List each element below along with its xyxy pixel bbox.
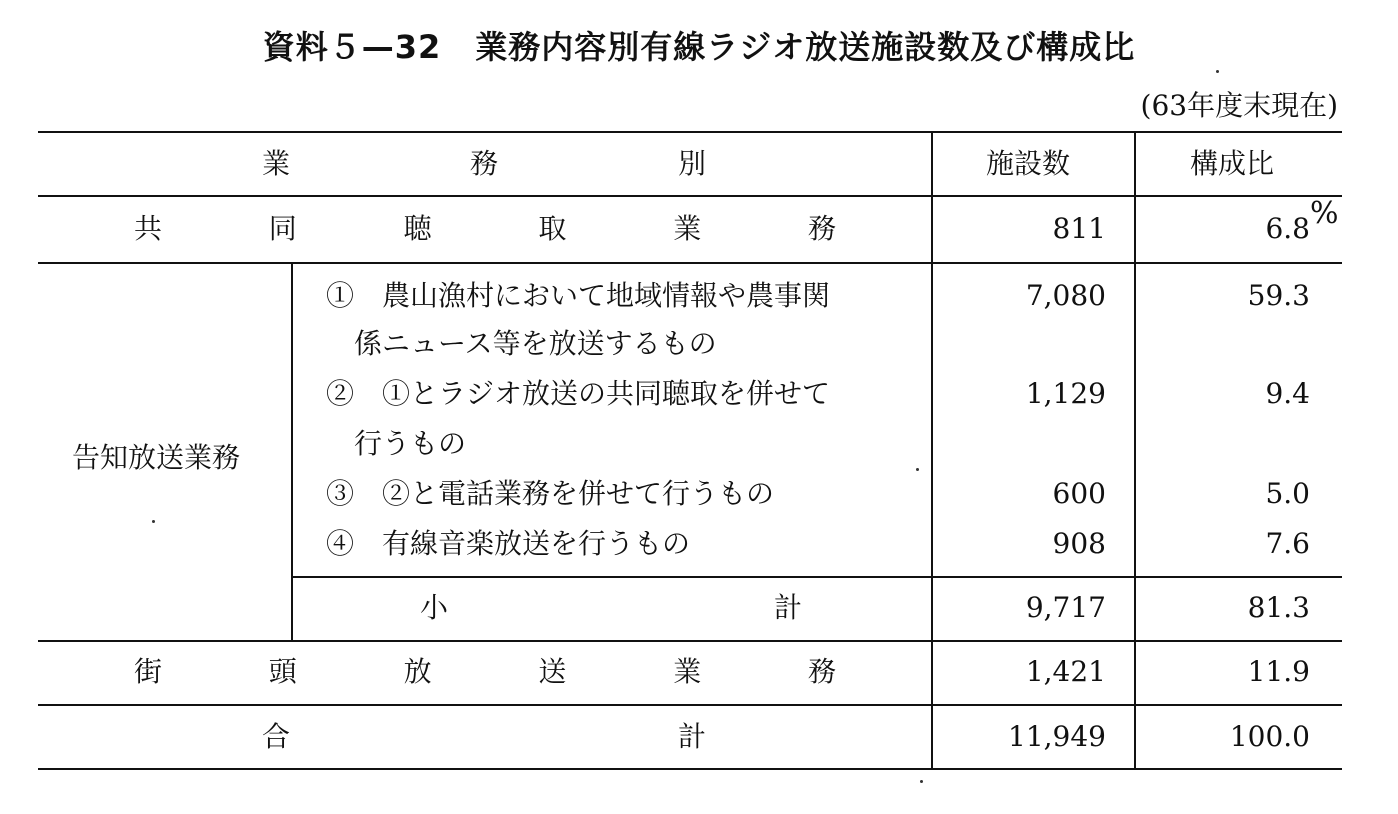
label-char: 業 — [673, 212, 702, 245]
label-char: 同 — [268, 212, 297, 245]
row-divider — [38, 640, 1342, 642]
item-1-line2: 係ニュース等を放送するもの — [354, 327, 717, 360]
cell-facilities-item-2: 1,129 — [1025, 377, 1106, 410]
item-4-line1: ④ 有線音楽放送を行うもの — [326, 527, 691, 560]
scan-speck — [1216, 70, 1219, 73]
table-bottom-border — [38, 768, 1342, 770]
row-divider — [38, 704, 1342, 706]
label-char: 合 — [262, 720, 291, 753]
label-char: 共 — [134, 212, 163, 245]
cell-ratio-total: 100.0 — [1229, 720, 1310, 753]
column-divider — [1134, 131, 1136, 769]
label-char: 計 — [773, 591, 802, 624]
subtotal-divider — [293, 576, 1342, 578]
row-label-total — [262, 720, 706, 753]
row-divider — [38, 262, 1342, 264]
item-2-line2: 行うもの — [354, 427, 467, 460]
label-char: 別 — [677, 147, 706, 180]
item-2-line1: ② ①とラジオ放送の共同聴取を併せて — [326, 377, 831, 410]
cell-ratio-subtotal: 81.3 — [1247, 591, 1310, 624]
cell-ratio-item-3: 5.0 — [1265, 477, 1310, 510]
cell-facilities-item-3: 600 — [1052, 477, 1106, 510]
cell-facilities-item-4: 908 — [1052, 527, 1106, 560]
title-text: 業務内容別有線ラジオ放送施設数及び構成比 — [475, 28, 1136, 66]
scan-speck — [920, 780, 923, 783]
header-ratio: 構成比 — [1190, 147, 1275, 180]
row-group-notice: 告知放送業務 — [72, 441, 241, 474]
cell-ratio-item-4: 7.6 — [1265, 527, 1310, 560]
document-title — [0, 22, 1398, 68]
label-char: 業 — [262, 147, 291, 180]
cell-ratio-joint: 6.8 — [1265, 212, 1310, 245]
label-char: 小 — [420, 591, 449, 624]
label-char: 業 — [673, 655, 702, 688]
row-label-joint — [134, 212, 836, 245]
cell-facilities-item-1: 7,080 — [1025, 279, 1106, 312]
label-char: 送 — [538, 655, 567, 688]
cell-facilities-street: 1,421 — [1025, 655, 1106, 688]
row-label-street — [134, 655, 836, 688]
header-business — [262, 147, 706, 180]
column-divider — [931, 131, 933, 769]
label-char: 取 — [538, 212, 567, 245]
row-label-subtotal — [420, 591, 802, 624]
cell-facilities-joint: 811 — [1052, 212, 1106, 245]
header-bottom-border — [38, 195, 1342, 197]
scan-speck — [152, 520, 155, 523]
percent-unit: % — [1310, 196, 1339, 231]
cell-facilities-total: 11,949 — [1008, 720, 1106, 753]
scan-speck — [916, 468, 919, 471]
header-facilities: 施設数 — [986, 147, 1071, 180]
label-char: 聴 — [403, 212, 432, 245]
group-divider — [291, 262, 293, 641]
cell-ratio-item-1: 59.3 — [1247, 279, 1310, 312]
label-char: 務 — [807, 212, 836, 245]
item-1-line1: ① 農山漁村において地域情報や農事関 — [326, 279, 831, 312]
title-code: 資料５—32 — [262, 28, 442, 66]
label-char: 務 — [469, 147, 498, 180]
as-of-date: (63年度末現在) — [1140, 89, 1338, 122]
table-top-border — [38, 131, 1342, 133]
cell-facilities-subtotal: 9,717 — [1025, 591, 1106, 624]
cell-ratio-item-2: 9.4 — [1265, 377, 1310, 410]
item-3-line1: ③ ②と電話業務を併せて行うもの — [326, 477, 775, 510]
label-char: 頭 — [268, 655, 297, 688]
cell-ratio-street: 11.9 — [1247, 655, 1310, 688]
label-char: 街 — [134, 655, 163, 688]
label-char: 務 — [807, 655, 836, 688]
label-char: 計 — [677, 720, 706, 753]
label-char: 放 — [403, 655, 432, 688]
